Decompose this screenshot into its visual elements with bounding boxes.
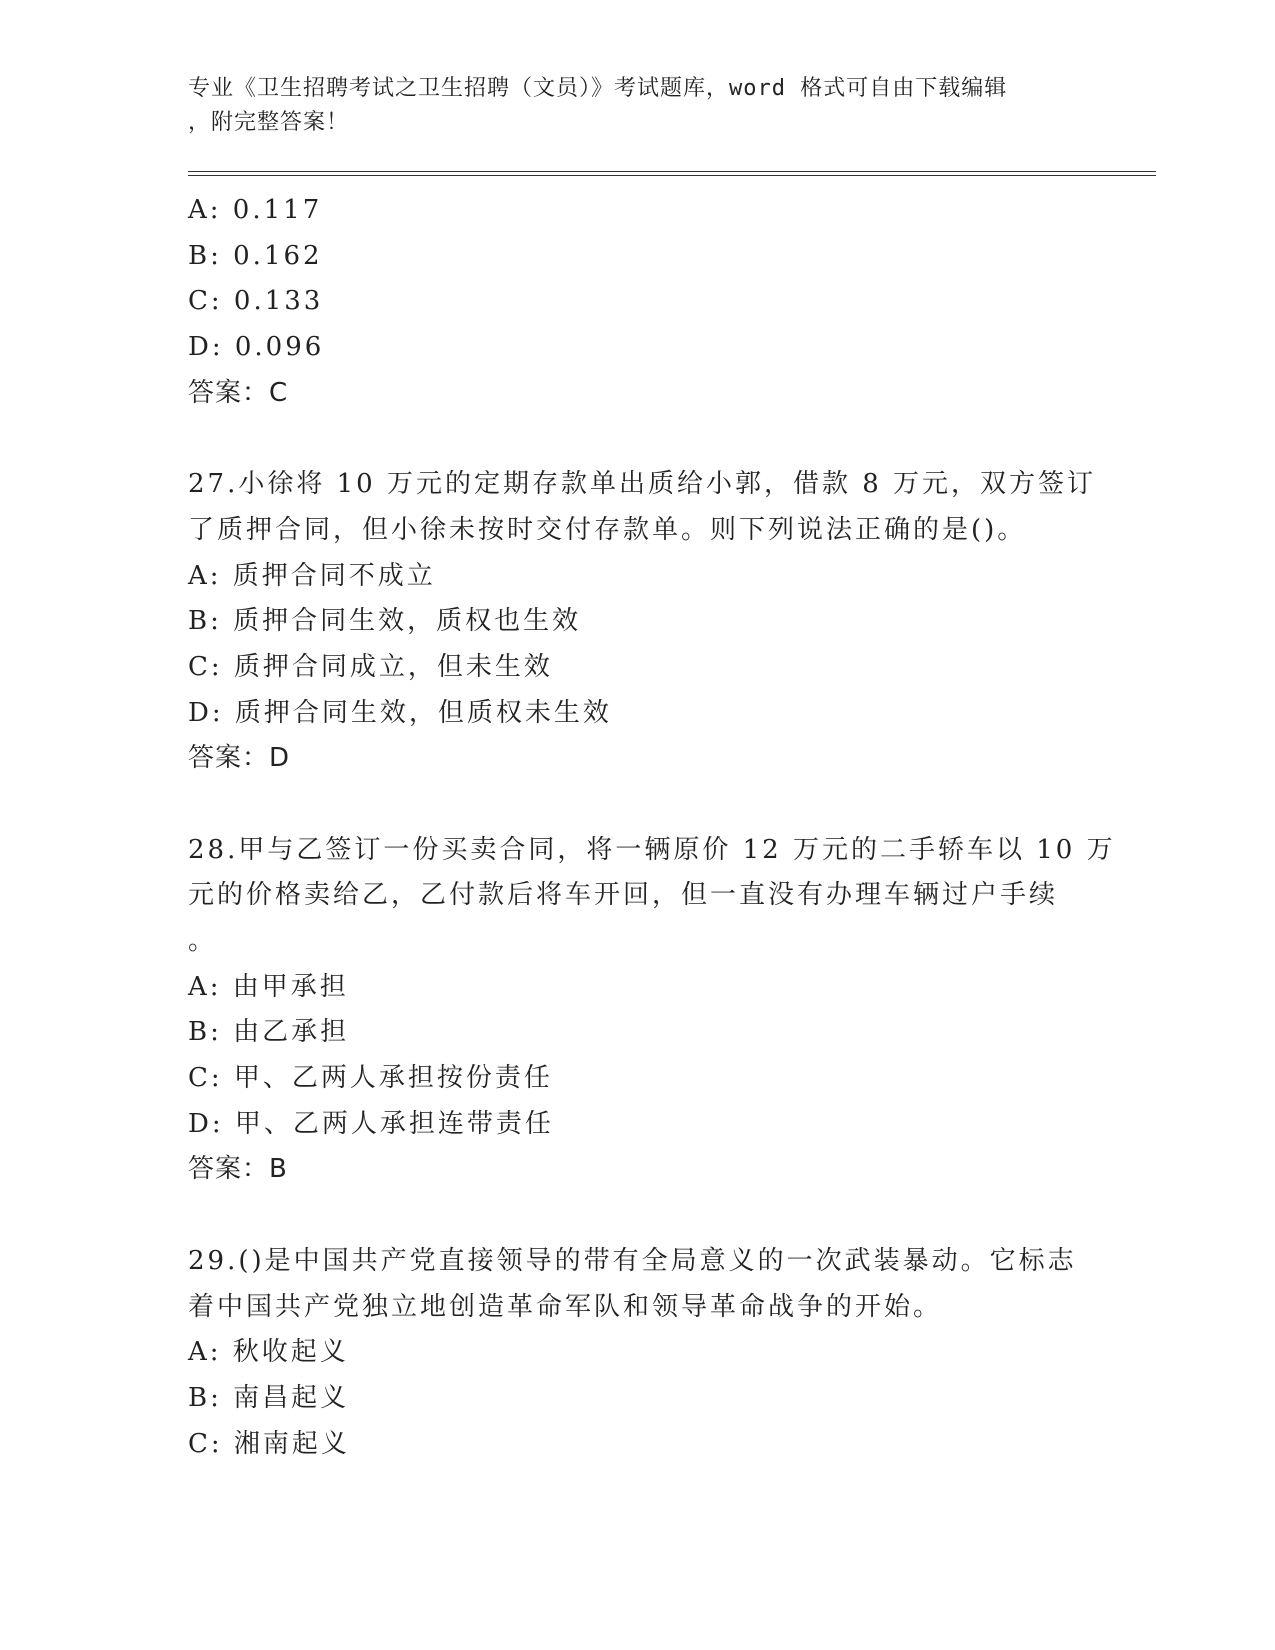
option-c: C: 湘南起义 (188, 1428, 350, 1459)
question-list (188, 188, 1116, 1467)
spacer (188, 1193, 1088, 1239)
option-c: C: 0.133 (188, 286, 324, 317)
question-28-text-line-3: 。 (188, 926, 218, 956)
option-b: B: 南昌起义 (188, 1382, 350, 1413)
option-a: A: 由甲承担 (188, 971, 349, 1002)
header-rule-top (188, 171, 1156, 172)
question-26-block (188, 188, 1088, 416)
header-rule-bottom (188, 175, 1156, 176)
question-29-block (188, 1239, 1088, 1467)
question-27-text-line-1: 27.小徐将 10 万元的定期存款单出质给小郭，借款 8 万元，双方签订 (188, 469, 1097, 500)
spacer (188, 416, 1088, 462)
option-c: C: 质押合同成立，但未生效 (188, 651, 553, 682)
document-header (188, 72, 1088, 140)
question-28-text-line-1: 28.甲与乙签订一份买卖合同，将一辆原价 12 万元的二手轿车以 10 万 (188, 834, 1116, 865)
option-d: D: 0.096 (188, 332, 325, 363)
answer: 答案：C (188, 377, 289, 408)
option-d: D: 甲、乙两人承担连带责任 (188, 1108, 554, 1139)
question-27-block (188, 462, 1097, 782)
option-d: D: 质押合同生效，但质权未生效 (188, 697, 612, 728)
header-line-2: ，附完整答案！ (188, 110, 350, 135)
option-a: A: 0.117 (188, 195, 323, 225)
question-29-text-line-1: 29.()是中国共产党直接领导的带有全局意义的一次武装暴动。它标志 (188, 1245, 1077, 1276)
answer: 答案：D (188, 743, 291, 774)
question-27-text-line-2: 了质押合同，但小徐未按时交付存款单。则下列说法正确的是()。 (188, 514, 1027, 545)
option-b: B: 由乙承担 (188, 1017, 350, 1048)
question-28-text-line-2: 元的价格卖给乙，乙付款后将车开回，但一直没有办理车辆过户手续 (188, 880, 1059, 911)
option-b: B: 0.162 (188, 240, 323, 271)
spacer (188, 782, 1088, 828)
question-28-block (188, 828, 1116, 1194)
option-a: A: 质押合同不成立 (188, 560, 436, 591)
answer: 答案：B (188, 1154, 288, 1185)
option-b: B: 质押合同生效，质权也生效 (188, 606, 582, 637)
option-c: C: 甲、乙两人承担按份责任 (188, 1063, 553, 1094)
question-29-text-line-2: 着中国共产党独立地创造革命军队和领导革命战争的开始。 (188, 1291, 943, 1322)
header-line-1: 专业《卫生招聘考试之卫生招聘（文员）》考试题库，word 格式可自由下载编辑 (188, 76, 1008, 101)
option-a: A: 秋收起义 (188, 1337, 349, 1368)
